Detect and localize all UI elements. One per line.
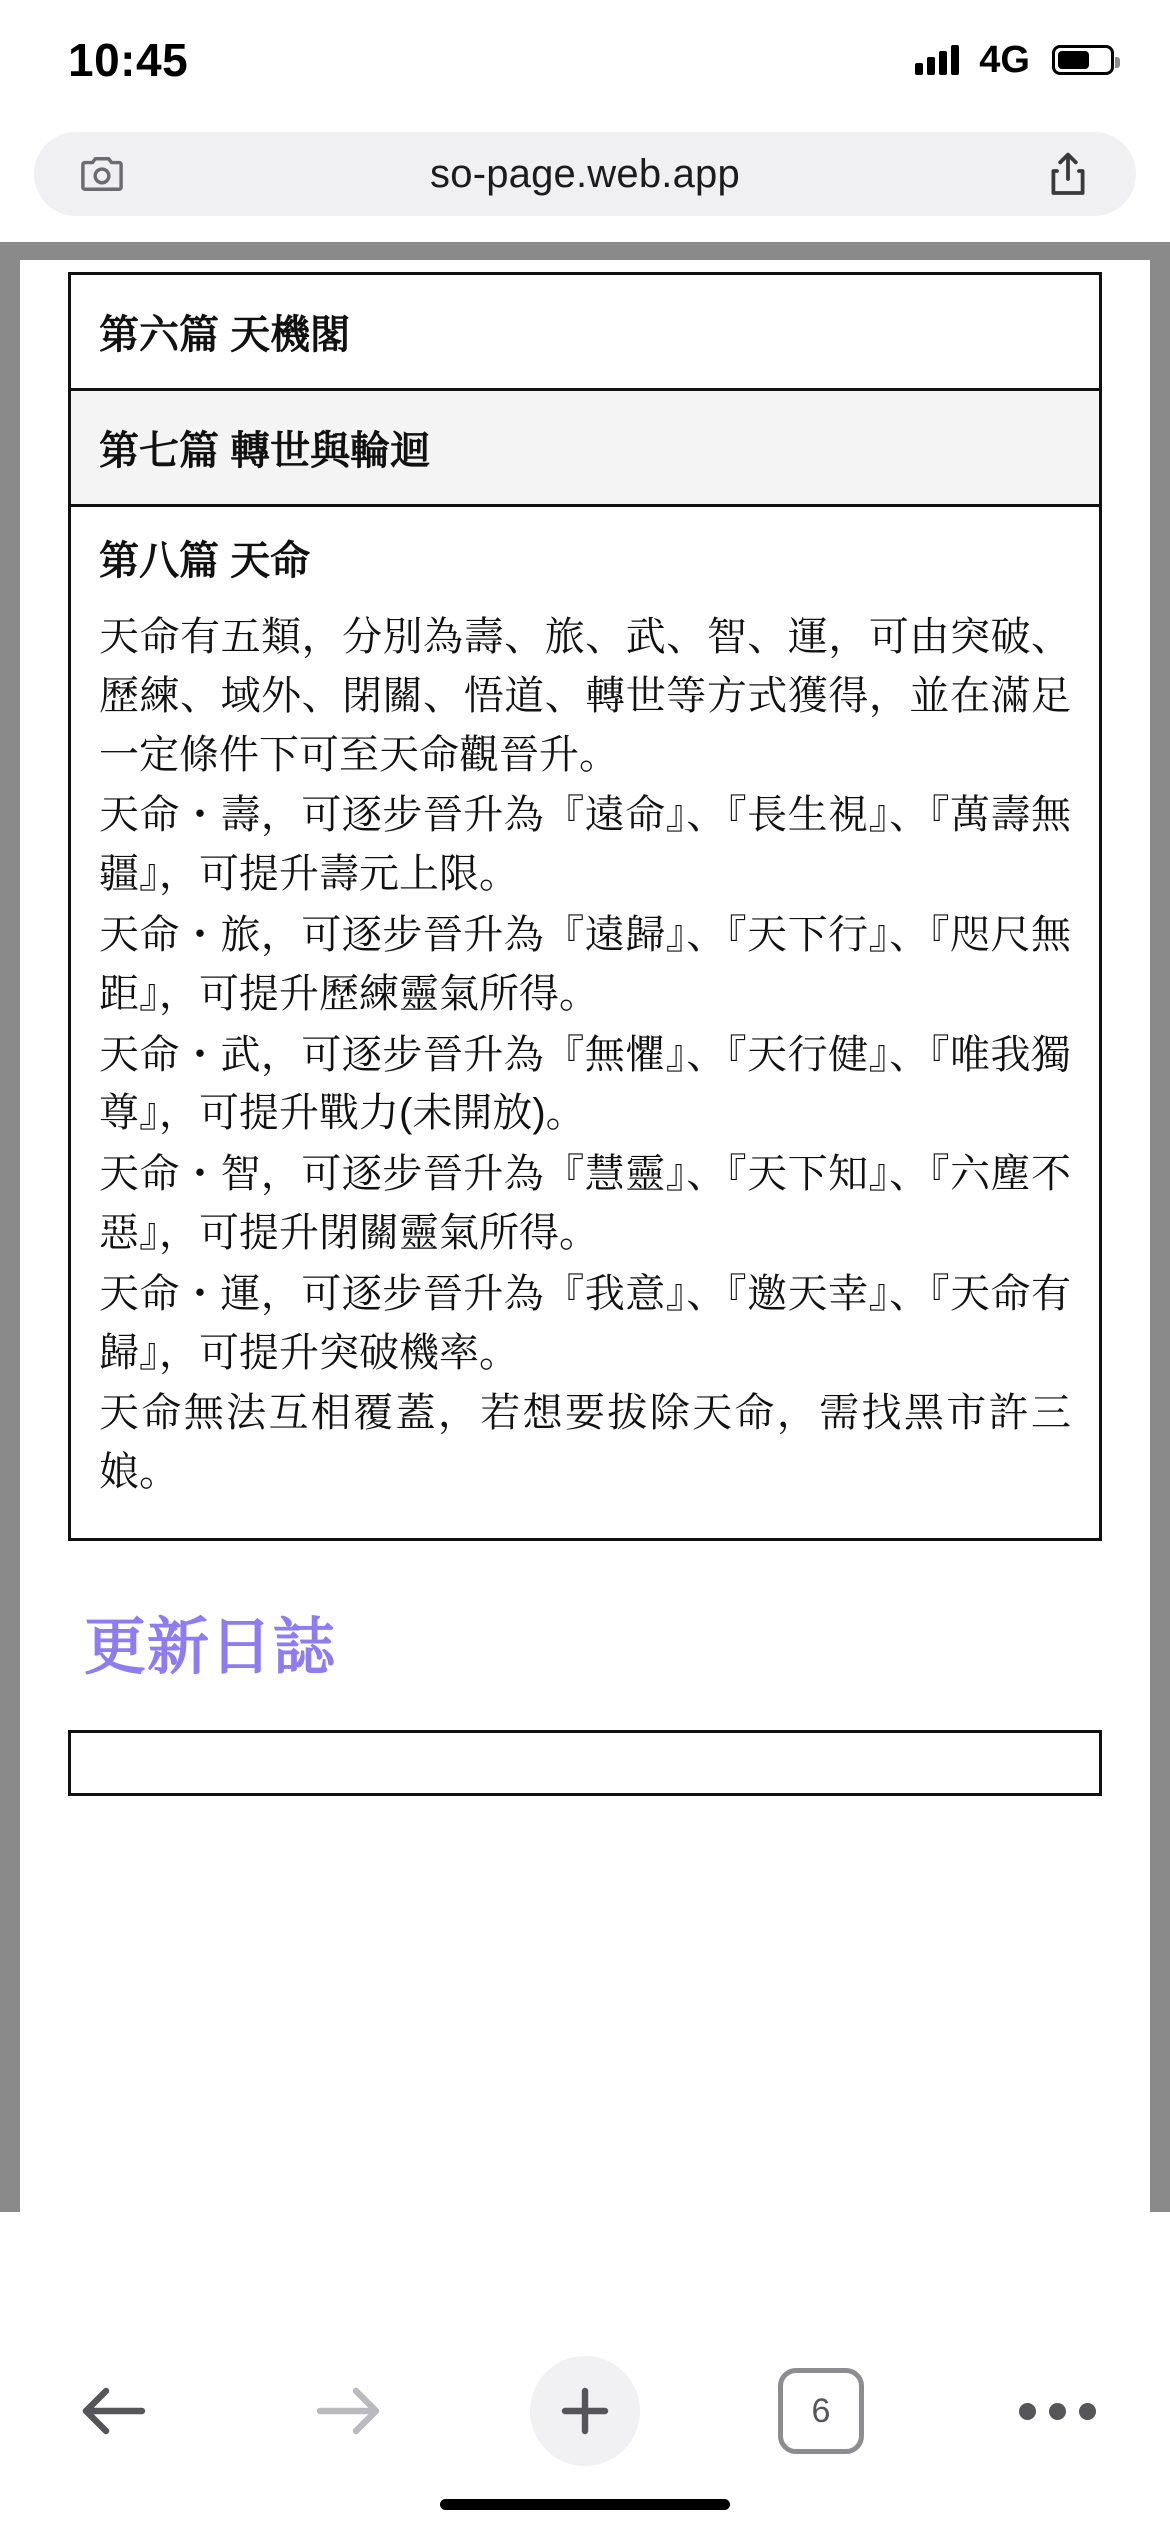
page-content xyxy=(20,260,1150,1796)
update-log-heading: 更新日誌 xyxy=(84,1612,337,1682)
chapter-title: 第八篇 天命 xyxy=(99,539,311,583)
tabs-button[interactable] xyxy=(766,2356,876,2466)
web-page-viewport[interactable] xyxy=(0,242,1170,2212)
network-label: 4G xyxy=(979,38,1030,81)
chapter-label: 第七篇 轉世與輪迴 xyxy=(99,429,431,473)
forward-arrow-icon[interactable] xyxy=(294,2356,404,2466)
home-indicator xyxy=(440,2499,730,2510)
paragraph: 天命有五類，分別為壽、旅、武、智、運，可由突破、歷練、域外、閉關、悟道、轉世等方式獲得，並在滿足一定條件下可至天命觀晉升。 xyxy=(99,615,1071,777)
url-text[interactable]: so-page.web.app xyxy=(430,151,740,196)
update-log-table xyxy=(68,1730,1102,1796)
camera-scan-icon[interactable] xyxy=(74,146,130,202)
share-icon[interactable] xyxy=(1040,146,1096,202)
browser-toolbar-top xyxy=(0,120,1170,242)
paragraph: 天命・智，可逐步晉升為『慧靈』、『天下知』、『六塵不惡』，可提升閉關靈氣所得。 xyxy=(99,1152,1071,1255)
status-time: 10:45 xyxy=(68,34,189,86)
paragraph: 天命・武，可逐步晉升為『無懼』、『天行健』、『唯我獨尊』，可提升戰力(未開放)。 xyxy=(99,1032,1071,1136)
paragraph: 天命無法互相覆蓋，若想要拔除天命，需找黑市許三娘。 xyxy=(99,1391,1071,1495)
back-arrow-icon[interactable] xyxy=(58,2356,168,2466)
chapter-label: 第六篇 天機閣 xyxy=(99,313,351,357)
battery-icon xyxy=(1052,45,1114,75)
chapter-list xyxy=(68,272,1102,1541)
current-chapter xyxy=(71,507,1099,1538)
more-dots-icon[interactable] xyxy=(1002,2356,1112,2466)
paragraph: 天命・旅，可逐步晉升為『遠歸』、『天下行』、『咫尺無距』，可提升歷練靈氣所得。 xyxy=(99,912,1071,1016)
status-bar xyxy=(0,0,1170,120)
paragraph: 天命・運，可逐步晉升為『我意』、『邀天幸』、『天命有歸』，可提升突破機率。 xyxy=(99,1271,1071,1375)
page-sheet xyxy=(20,260,1150,2212)
paragraph: 天命・壽，可逐步晉升為『遠命』、『長生視』、『萬壽無疆』，可提升壽元上限。 xyxy=(99,793,1071,897)
list-item[interactable] xyxy=(71,275,1099,391)
list-item[interactable] xyxy=(71,391,1099,507)
browser-toolbar-bottom xyxy=(0,2322,1170,2532)
status-indicators xyxy=(915,39,1114,82)
plus-icon[interactable] xyxy=(530,2356,640,2466)
signal-bars-icon xyxy=(915,45,959,75)
tab-count[interactable]: 6 xyxy=(778,2368,864,2454)
address-bar[interactable] xyxy=(34,132,1136,216)
